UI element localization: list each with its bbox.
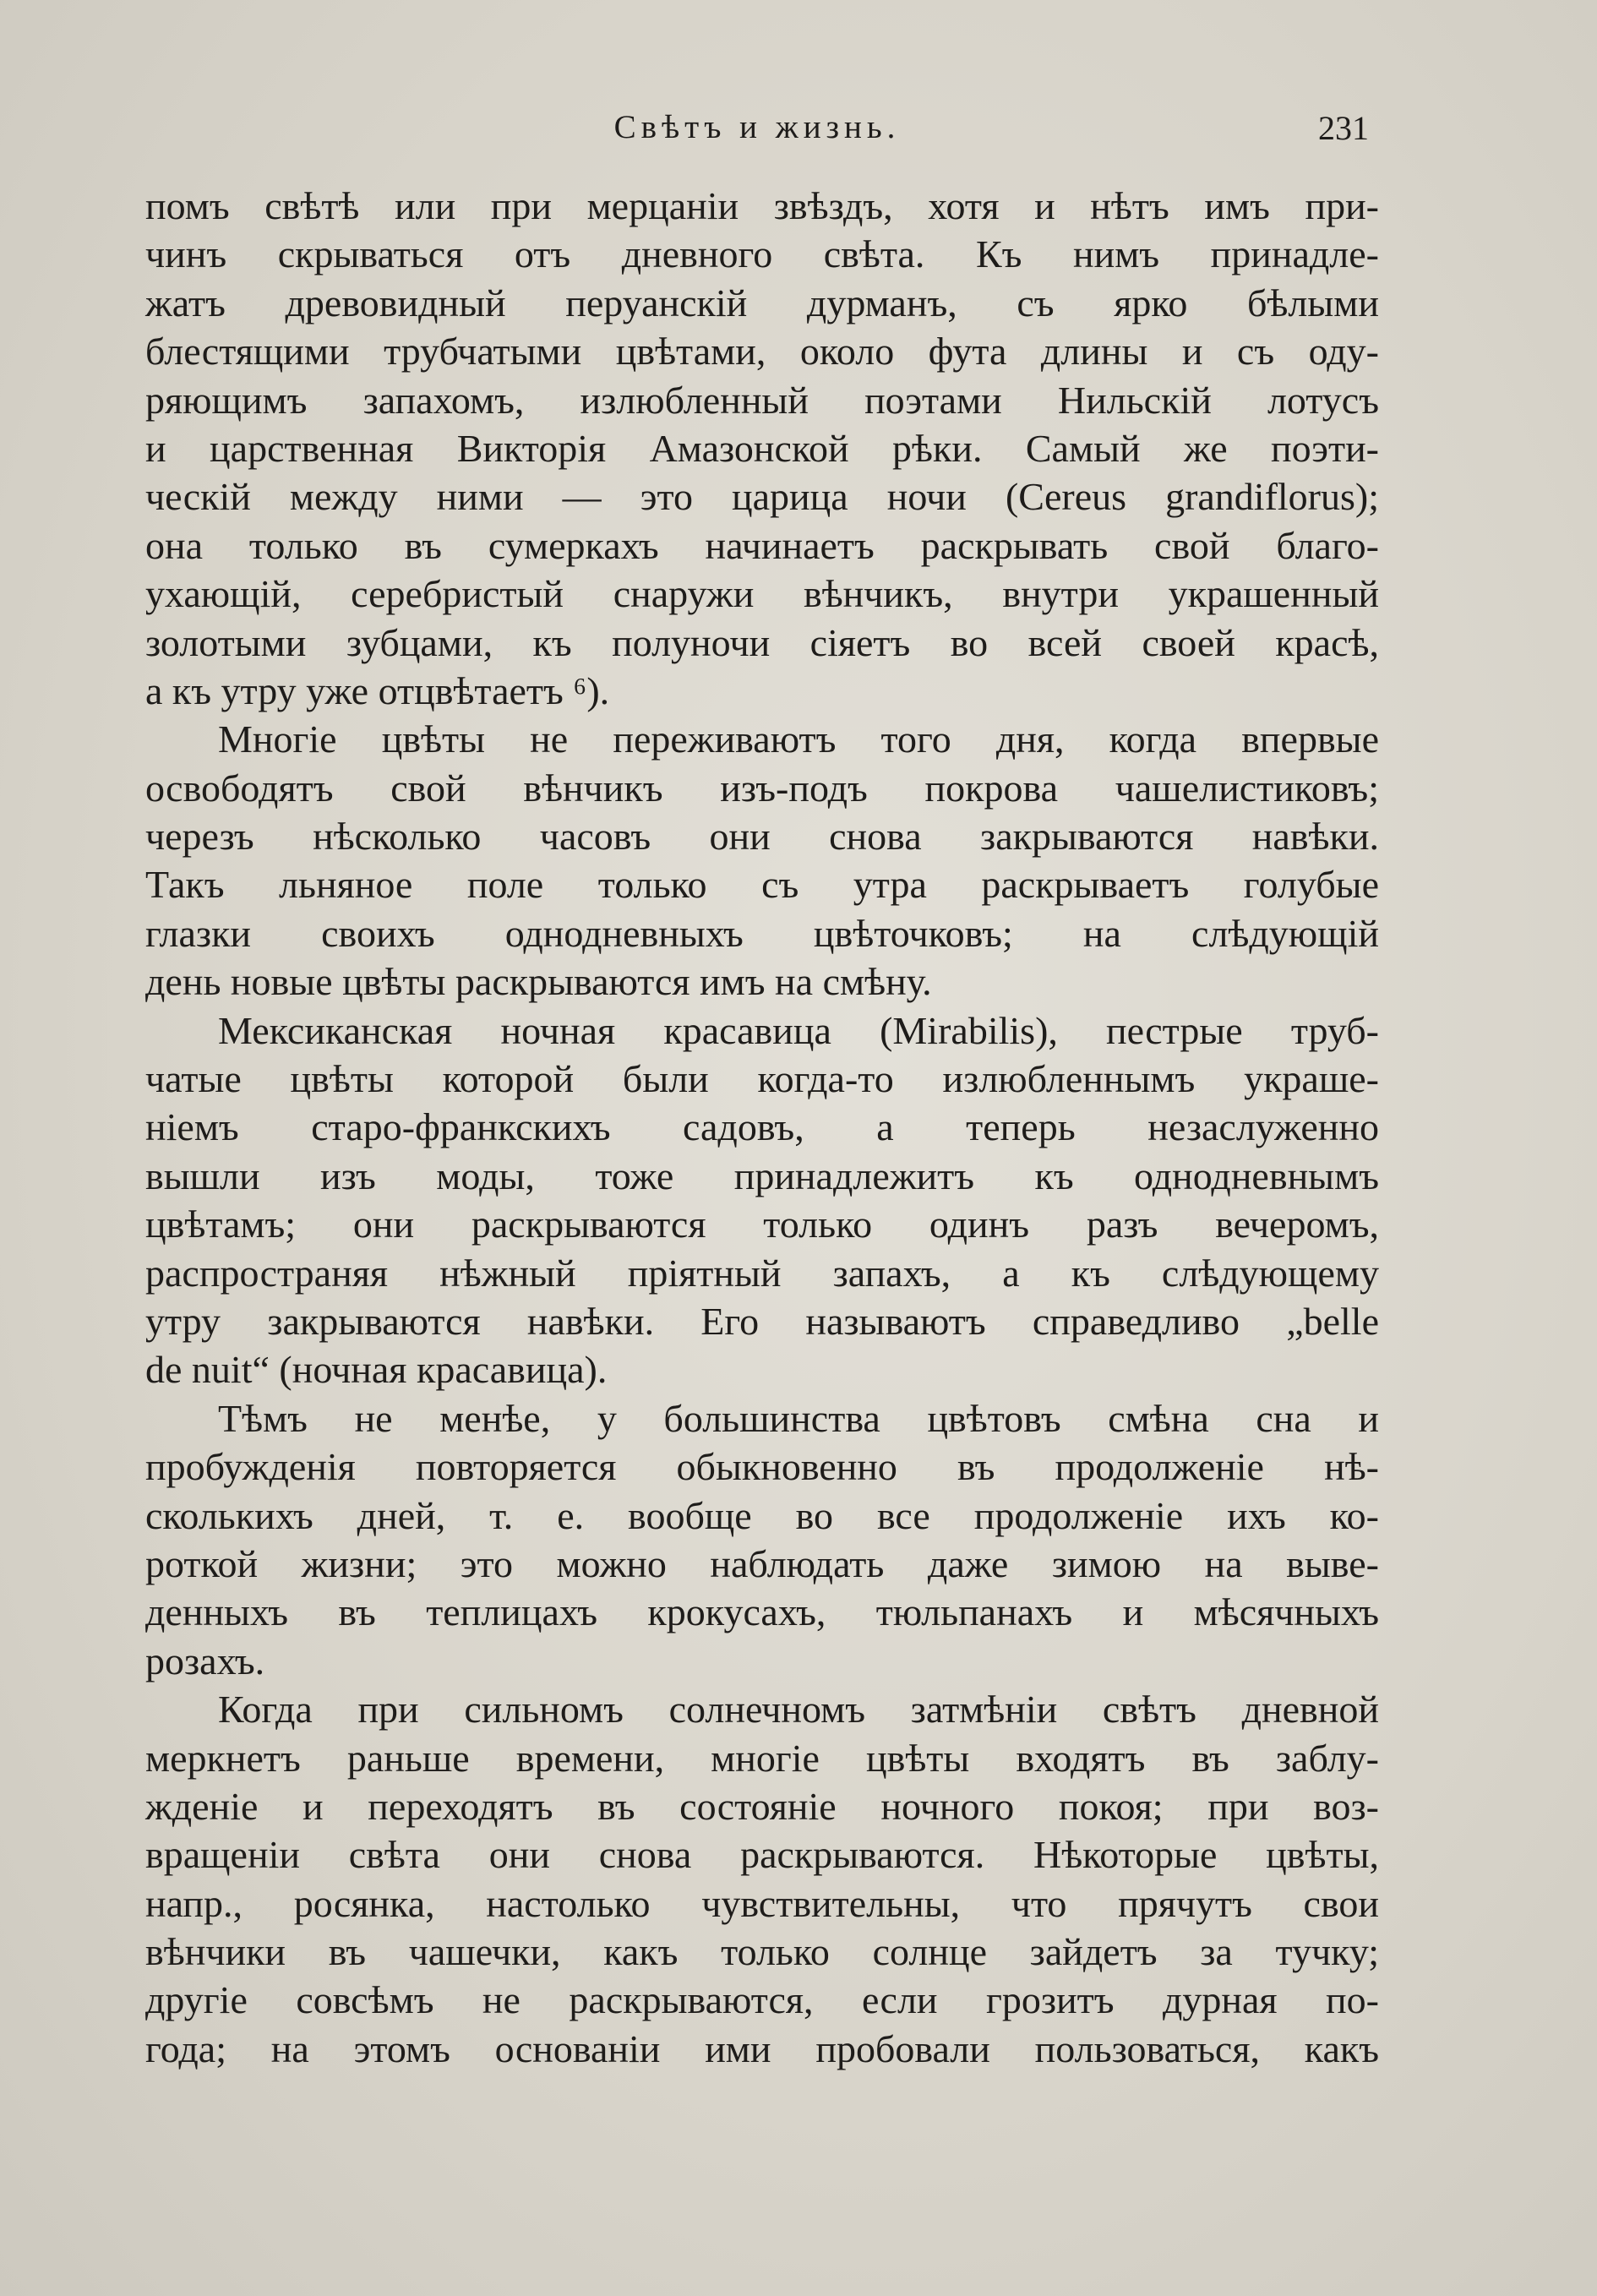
text-line: ухающій, серебристый снаружи вѣнчикъ, внутри украшенный bbox=[145, 572, 1379, 616]
paragraph bbox=[145, 1685, 1379, 2073]
text-line: Тѣмъ не менѣе, у большинства цвѣтовъ смѣна сна и bbox=[218, 1396, 1379, 1440]
text-line: сколькихъ дней, т. е. вообще во все продолженіе ихъ ко- bbox=[145, 1493, 1379, 1537]
text-line: de nuit“ (ночная красавица). bbox=[145, 1348, 608, 1392]
text-line: вышли изъ моды, тоже принадлежитъ къ однодневнымъ bbox=[145, 1153, 1379, 1197]
text-line: распространяя нѣжный пріятный запахъ, а къ слѣдующему bbox=[145, 1251, 1379, 1295]
text-line: напр., росянка, настолько чувствительны, что прячутъ свои bbox=[145, 1881, 1379, 1925]
text-line: меркнетъ раньше времени, многіе цвѣты входятъ въ заблу- bbox=[145, 1736, 1379, 1780]
text-line: глазки своихъ однодневныхъ цвѣточковъ; на слѣдующій bbox=[145, 911, 1379, 955]
text-line: роткой жизни; это можно наблюдать даже зимою на выве- bbox=[145, 1541, 1379, 1585]
text-line: жденіе и переходятъ въ состояніе ночного покоя; при воз- bbox=[145, 1784, 1379, 1828]
text-line: Когда при сильномъ солнечномъ затмѣніи свѣтъ дневной bbox=[218, 1688, 1379, 1732]
text-line: золотыми зубцами, къ полуночи сіяетъ во всей своей красѣ, bbox=[145, 620, 1379, 664]
text-line: вращеніи свѣта они снова раскрываются. Нѣкоторые цвѣты, bbox=[145, 1833, 1379, 1877]
text-line: денныхъ въ теплицахъ крокусахъ, тюльпанахъ и мѣсячныхъ bbox=[145, 1590, 1379, 1634]
paragraph bbox=[145, 715, 1379, 1006]
paragraph bbox=[145, 1394, 1379, 1685]
text-line: цвѣтамъ; они раскрываются только одинъ разъ вечеромъ, bbox=[145, 1203, 1379, 1246]
text-line: ческій между ними — это царица ночи (Cereus grandiflorus); bbox=[145, 475, 1379, 519]
paragraph bbox=[145, 182, 1379, 715]
text-line: Многіе цвѣты не переживаютъ того дня, когда впервые bbox=[218, 717, 1379, 761]
text-line: года; на этомъ основаніи ими пробовали пользоваться, какъ bbox=[145, 2026, 1379, 2070]
text-line: блестящими трубчатыми цвѣтами, около фута длины и съ оду- bbox=[145, 330, 1379, 374]
text-line: утру закрываются навѣки. Его называютъ справедливо „belle bbox=[145, 1299, 1379, 1343]
text-line: жатъ древовидный перуанскій дурманъ, съ ярко бѣлыми bbox=[145, 281, 1379, 324]
text-line: освободятъ свой вѣнчикъ изъ-подъ покрова чашелистиковъ; bbox=[145, 766, 1379, 810]
text-line: Мексиканская ночная красавица (Mirabilis), пестрые труб- bbox=[218, 1008, 1379, 1052]
text-line: день новые цвѣты раскрываются имъ на смѣну. bbox=[145, 960, 932, 1004]
text-line: а къ утру уже отцвѣтаетъ ⁶). bbox=[145, 668, 610, 712]
text-line: другіе совсѣмъ не раскрываются, если грозитъ дурная по- bbox=[145, 1978, 1379, 2022]
paragraph bbox=[145, 1006, 1379, 1394]
text-line: ряющимъ запахомъ, излюбленный поэтами Нильскій лотусъ bbox=[145, 378, 1379, 422]
text-line: ніемъ старо-франкскихъ садовъ, а теперь незаслуженно bbox=[145, 1105, 1379, 1149]
text-line: и царственная Викторія Амазонской рѣки. Самый же поэти- bbox=[145, 426, 1379, 470]
text-line: чатые цвѣты которой были когда-то излюбленнымъ украше- bbox=[145, 1057, 1379, 1101]
body-text bbox=[145, 182, 1379, 2073]
running-title: Свѣтъ и жизнь. bbox=[613, 109, 901, 145]
text-line: вѣнчики въ чашечки, какъ только солнце зайдетъ за тучку; bbox=[145, 1930, 1379, 1974]
text-line: чинъ скрываться отъ дневного свѣта. Къ нимъ принадле- bbox=[145, 232, 1379, 276]
text-line: пробужденія повторяется обыкновенно въ продолженіе нѣ- bbox=[145, 1445, 1379, 1489]
page-number: 231 bbox=[1318, 109, 1369, 147]
page-header bbox=[145, 108, 1369, 167]
text-line: помъ свѣтѣ или при мерцаніи звѣздъ, хотя и нѣтъ имъ при- bbox=[145, 184, 1379, 227]
text-line: она только въ сумеркахъ начинаетъ раскрывать свой благо- bbox=[145, 523, 1379, 567]
text-line: розахъ. bbox=[145, 1639, 265, 1682]
text-line: Такъ льняное поле только съ утра раскрываетъ голубые bbox=[145, 863, 1379, 907]
text-line: черезъ нѣсколько часовъ они снова закрываются навѣки. bbox=[145, 815, 1379, 859]
